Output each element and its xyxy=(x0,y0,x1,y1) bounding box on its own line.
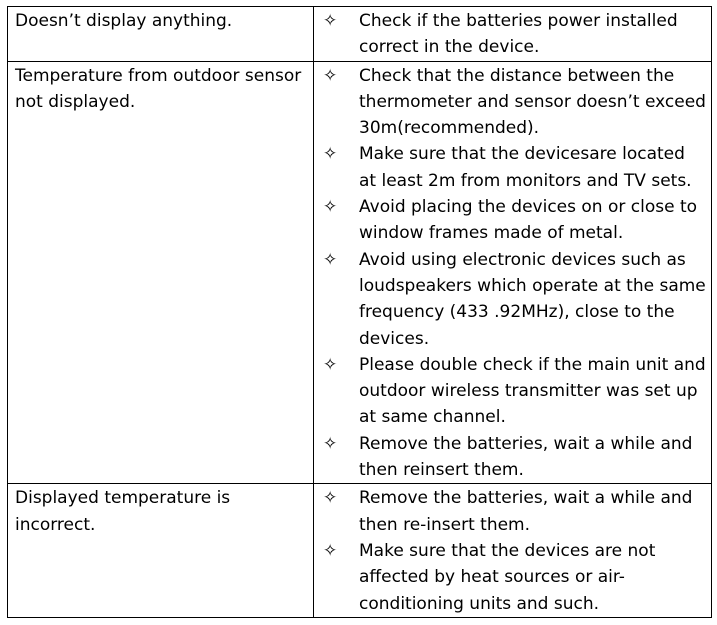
sparkle-bullet-icon: ✧ xyxy=(323,144,338,165)
solution-item xyxy=(323,485,707,538)
solution-text: Please double check if the main unit and outdoor wireless transmitter was set up at same channel. xyxy=(359,354,706,428)
sparkle-bullet-icon: ✧ xyxy=(323,540,338,561)
sparkle-bullet-icon: ✧ xyxy=(323,11,338,31)
solution-list xyxy=(323,8,707,61)
sparkle-bullet-icon: ✧ xyxy=(323,65,338,86)
sparkle-bullet-icon: ✧ xyxy=(323,249,338,270)
solution-list xyxy=(323,63,707,484)
solution-item xyxy=(323,194,707,247)
sparkle-bullet-icon: ✧ xyxy=(323,354,338,375)
solution-item xyxy=(323,8,707,61)
solution-text: Avoid using electronic devices such as loudspeakers which operate at the same frequency (433 .92MHz), close to the devices. xyxy=(359,249,706,349)
table-row xyxy=(8,484,712,617)
solution-text: Remove the batteries, wait a while and then reinsert them. xyxy=(359,433,693,481)
problem-cell: Displayed temperature is incorrect. xyxy=(8,484,314,617)
solution-item xyxy=(323,63,707,142)
solution-item xyxy=(323,141,707,194)
table-row xyxy=(8,7,712,62)
problem-cell: Doesn’t display anything. xyxy=(8,7,314,62)
solution-item xyxy=(323,247,707,352)
solution-list xyxy=(323,485,707,616)
troubleshooting-table xyxy=(7,6,712,618)
solution-text: Check that the distance between the thermometer and sensor doesn’t exceed 30m(recommended). xyxy=(359,65,706,139)
solution-item xyxy=(323,352,707,431)
solutions-cell xyxy=(314,7,712,62)
solutions-cell xyxy=(314,61,712,484)
sparkle-bullet-icon: ✧ xyxy=(323,488,338,509)
solution-text: Remove the batteries, wait a while and then re-insert them. xyxy=(359,488,693,535)
solution-text: Make sure that the devicesare located at least 2m from monitors and TV sets. xyxy=(359,144,692,191)
table-row xyxy=(8,61,712,484)
solution-text: Check if the batteries power installed correct in the device. xyxy=(359,11,678,58)
solutions-cell xyxy=(314,484,712,617)
solution-text: Avoid placing the devices on or close to window frames made of metal. xyxy=(359,197,698,244)
solution-item xyxy=(323,538,707,617)
problem-cell: Temperature from outdoor sensor not displayed. xyxy=(8,61,314,484)
sparkle-bullet-icon: ✧ xyxy=(323,433,338,454)
solution-item xyxy=(323,431,707,484)
solution-text: Make sure that the devices are not affected by heat sources or air-conditioning units and such. xyxy=(359,540,656,614)
sparkle-bullet-icon: ✧ xyxy=(323,197,338,218)
